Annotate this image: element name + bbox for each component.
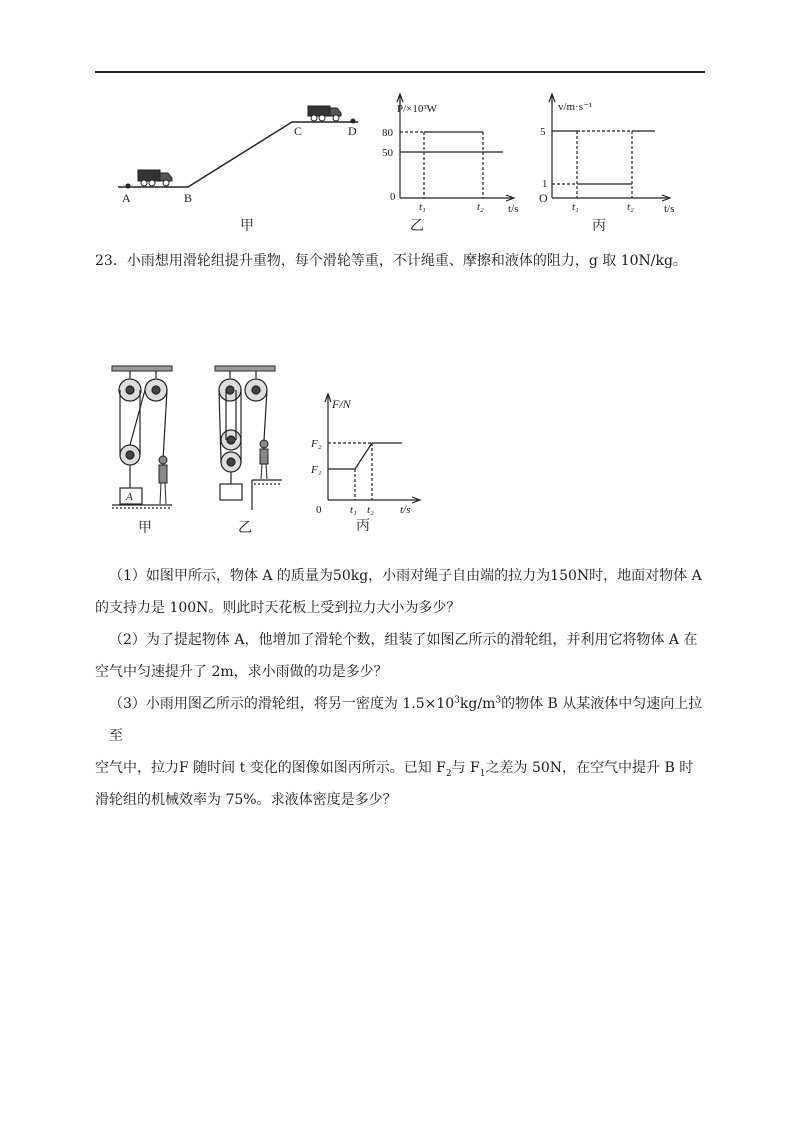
part-3-text: kg/m	[459, 696, 496, 712]
point-d-label: D	[348, 124, 357, 138]
power-tick-80: 80	[382, 127, 393, 139]
part-1	[95, 560, 705, 624]
force-tick-t2: t₂	[367, 504, 374, 516]
force-origin: 0	[316, 504, 322, 516]
question-stem	[95, 250, 687, 270]
point-b-label: B	[184, 191, 193, 205]
subscript: 2	[445, 768, 452, 779]
force-x-label: t/s	[400, 504, 411, 516]
velocity-tick-t1: t₁	[572, 201, 579, 213]
power-caption: 乙	[410, 219, 424, 234]
pulley-system-a	[112, 366, 172, 508]
part-3	[95, 688, 705, 816]
power-tick-0: 0	[390, 191, 396, 203]
part-1-line-1: （1）如图甲所示，物体 A 的质量为50kg，小雨对绳子自由端的拉力为150N时，地面对物体 A	[109, 568, 702, 584]
header-rule	[95, 71, 705, 73]
force-y-label: F/N	[332, 397, 351, 411]
point-d-dot	[351, 119, 356, 124]
part-3-line-1	[95, 688, 705, 752]
pulley-system-b	[215, 366, 282, 510]
truck-icon	[308, 106, 341, 121]
part-3-text: 空气中，拉力F 随时间 t 变化的图像如图丙所示。已知 F	[95, 760, 446, 776]
velocity-x-label: t/s	[664, 203, 675, 215]
part-3-text: （3）小雨用图乙所示的滑轮组，将另一密度为 1.5×10	[109, 696, 455, 712]
part-3-text: 之差为 50N，在空气中提升 B 时	[485, 760, 694, 776]
point-a-label: A	[122, 191, 131, 205]
object-a-label: A	[126, 491, 133, 503]
velocity-y-label: v/m·s⁻¹	[558, 101, 593, 113]
question-number: 23．	[95, 253, 127, 269]
scene-caption: 甲	[240, 219, 254, 234]
person-icon	[260, 440, 268, 479]
bottom-figures	[0, 360, 800, 540]
part-2	[95, 624, 705, 688]
figure-b-caption: 乙	[238, 521, 252, 536]
power-y-label: P/×10³W	[397, 103, 438, 115]
velocity-tick-t2: t₂	[627, 201, 634, 213]
force-caption: 丙	[356, 519, 370, 534]
force-tick-t1: t₁	[350, 504, 357, 516]
subscript: 1	[479, 768, 486, 779]
part-3-line-3: 滑轮组的机械效率为 75%。求液体密度是多少？	[95, 792, 397, 808]
power-x-label: t/s	[508, 203, 519, 215]
top-figures	[0, 80, 800, 240]
part-1-line-2: 的支持力是 100N。则此时天花板上受到拉力大小为多少？	[95, 600, 461, 616]
velocity-origin: O	[539, 191, 548, 205]
velocity-tick-5: 5	[540, 126, 546, 138]
power-tick-t2: t₂	[477, 201, 484, 213]
exponent: 3	[454, 695, 460, 706]
part-3-text: 的物体 B 从某液体中匀速向上拉至	[109, 696, 703, 744]
force-tick-f1: F₁	[311, 464, 322, 476]
figure-a-caption: 甲	[138, 521, 152, 536]
force-tick-f2: F₂	[311, 438, 322, 450]
person-icon	[159, 456, 167, 504]
part-2-line-2: 空气中匀速提升了 2m，求小雨做的功是多少？	[95, 664, 388, 680]
point-c-label: C	[294, 124, 303, 138]
velocity-tick-1: 1	[542, 178, 548, 190]
part-2-line-1: （2）为了提起物体 A，他增加了滑轮个数，组装了如图乙所示的滑轮组，并利用它将物体 A 在	[109, 632, 698, 648]
power-tick-50: 50	[382, 147, 393, 159]
point-a-dot	[126, 184, 131, 189]
part-3-line-2	[95, 752, 705, 784]
question-text: 小雨想用滑轮组提升重物，每个滑轮等重，不计绳重、摩擦和液体的阻力，g 取 10N/kg。	[126, 253, 687, 269]
power-tick-t1: t₁	[419, 201, 426, 213]
exponent: 3	[495, 695, 502, 706]
part-3-text: 与 F	[451, 760, 480, 776]
velocity-caption: 丙	[592, 219, 606, 234]
truck-icon	[138, 170, 172, 186]
